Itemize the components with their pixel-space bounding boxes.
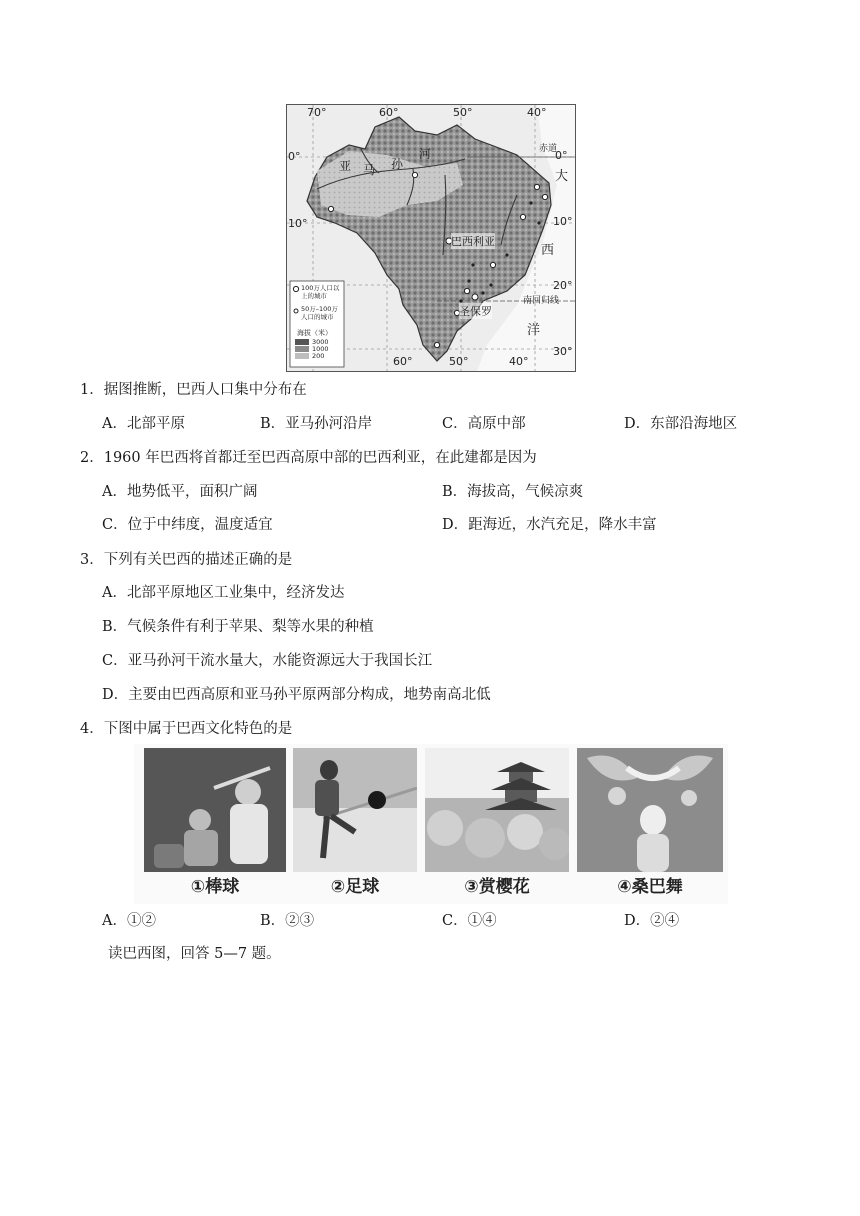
- samba-dancer-image: [577, 748, 723, 872]
- legend-city-large: 100万人口以上的城市: [301, 284, 340, 300]
- legend-city-medium: 50万–100万人口的城市: [301, 305, 338, 321]
- question-3-number: 3．: [80, 552, 104, 568]
- ocean-char-1: 大: [555, 169, 569, 184]
- lon-label-bottom-60: 60°: [393, 355, 413, 368]
- lon-label-bottom-40: 40°: [509, 355, 529, 368]
- q3-option-c[interactable]: C．亚马孙河干流水量大，水能资源远大于我国长江: [102, 653, 433, 669]
- q2-option-d[interactable]: D．距海近，水汽充足，降水丰富: [442, 517, 657, 533]
- photo-football: [293, 748, 417, 872]
- question-1-number: 1．: [80, 382, 104, 398]
- photo-baseball: [144, 748, 286, 872]
- lon-label-70: 70°: [307, 106, 327, 119]
- q2-option-c[interactable]: C．位于中纬度，温度适宜: [102, 517, 273, 533]
- lat-label-left-0: 0°: [288, 150, 301, 163]
- q3-option-a[interactable]: A．北部平原地区工业集中，经济发达: [102, 585, 345, 601]
- question-1-stem: 据图推断，巴西人口集中分布在: [103, 382, 307, 398]
- q1-option-a[interactable]: A．北部平原: [102, 416, 185, 432]
- question-3: [80, 550, 292, 570]
- question-4-number: 4．: [80, 721, 104, 737]
- question-3-stem: 下列有关巴西的描述正确的是: [103, 552, 293, 568]
- q1-option-c[interactable]: C．高原中部: [442, 416, 526, 432]
- question-2: [80, 448, 537, 468]
- cherry-blossom-pagoda-image: [425, 748, 569, 872]
- question-4-stem: 下图中属于巴西文化特色的是: [103, 721, 293, 737]
- q4-option-c[interactable]: C．①④: [442, 913, 497, 929]
- q3-option-d[interactable]: D．主要由巴西高原和亚马孙平原两部分构成，地势南高北低: [102, 687, 491, 703]
- ocean-char-2: 西: [541, 243, 555, 258]
- q4-option-a[interactable]: A．①②: [102, 913, 156, 929]
- photo-cherry-blossom: [425, 748, 569, 872]
- tropic-label: 南回归线: [523, 296, 560, 306]
- lat-label-left-10: 10°: [288, 217, 308, 230]
- amazon-char-1: 亚: [339, 159, 352, 173]
- q4-option-d[interactable]: D．②④: [624, 913, 680, 929]
- group-instruction: 读巴西图，回答 5—7 题。: [108, 946, 281, 962]
- baseball-players-image: [144, 748, 286, 872]
- brasilia-label: 巴西利亚: [451, 235, 495, 248]
- q4-option-b[interactable]: B．②③: [260, 913, 315, 929]
- q1-option-b[interactable]: B．亚马孙河沿岸: [260, 416, 373, 432]
- saopaulo-label: 圣保罗: [459, 305, 492, 318]
- question-2-number: 2．: [80, 450, 104, 466]
- lon-label-bottom-50: 50°: [449, 355, 469, 368]
- question-1: [80, 380, 307, 400]
- caption-samba: ④桑巴舞: [617, 877, 683, 897]
- lon-label-50: 50°: [453, 106, 473, 119]
- photo-samba: [577, 748, 723, 872]
- legend-level-3000: 3000: [312, 338, 329, 346]
- amazon-char-3: 孙: [391, 157, 404, 171]
- amazon-char-2: 马: [363, 163, 376, 177]
- question-2-stem: 1960 年巴西将首都迁至巴西高原中部的巴西利亚，在此建都是因为: [103, 450, 537, 466]
- equator-label: 赤道: [539, 144, 558, 154]
- lat-label-right-30: 30°: [553, 345, 573, 358]
- q2-option-a[interactable]: A．地势低平，面积广阔: [102, 484, 258, 500]
- football-player-image: [293, 748, 417, 872]
- caption-baseball: ①棒球: [190, 877, 240, 897]
- q2-option-b[interactable]: B．海拔高，气候凉爽: [442, 484, 584, 500]
- lat-label-right-10: 10°: [553, 215, 573, 228]
- lon-label-40: 40°: [527, 106, 547, 119]
- legend-elevation-title: 海拔（米）: [297, 329, 332, 337]
- legend-level-200: 200: [312, 352, 325, 360]
- question-4: [80, 719, 292, 739]
- caption-football: ②足球: [330, 877, 380, 897]
- ocean-char-3: 洋: [527, 323, 541, 338]
- legend-level-1000: 1000: [312, 345, 329, 353]
- q1-option-d[interactable]: D．东部沿海地区: [624, 416, 738, 432]
- brazil-map: [286, 104, 576, 372]
- caption-cherry-blossom: ③赏樱花: [464, 877, 530, 897]
- lat-label-right-0: 0°: [555, 149, 568, 162]
- q3-option-b[interactable]: B．气候条件有利于苹果、梨等水果的种植: [102, 619, 374, 635]
- amazon-char-4: 河: [419, 147, 432, 161]
- lon-label-60: 60°: [379, 106, 399, 119]
- lat-label-right-20: 20°: [553, 279, 573, 292]
